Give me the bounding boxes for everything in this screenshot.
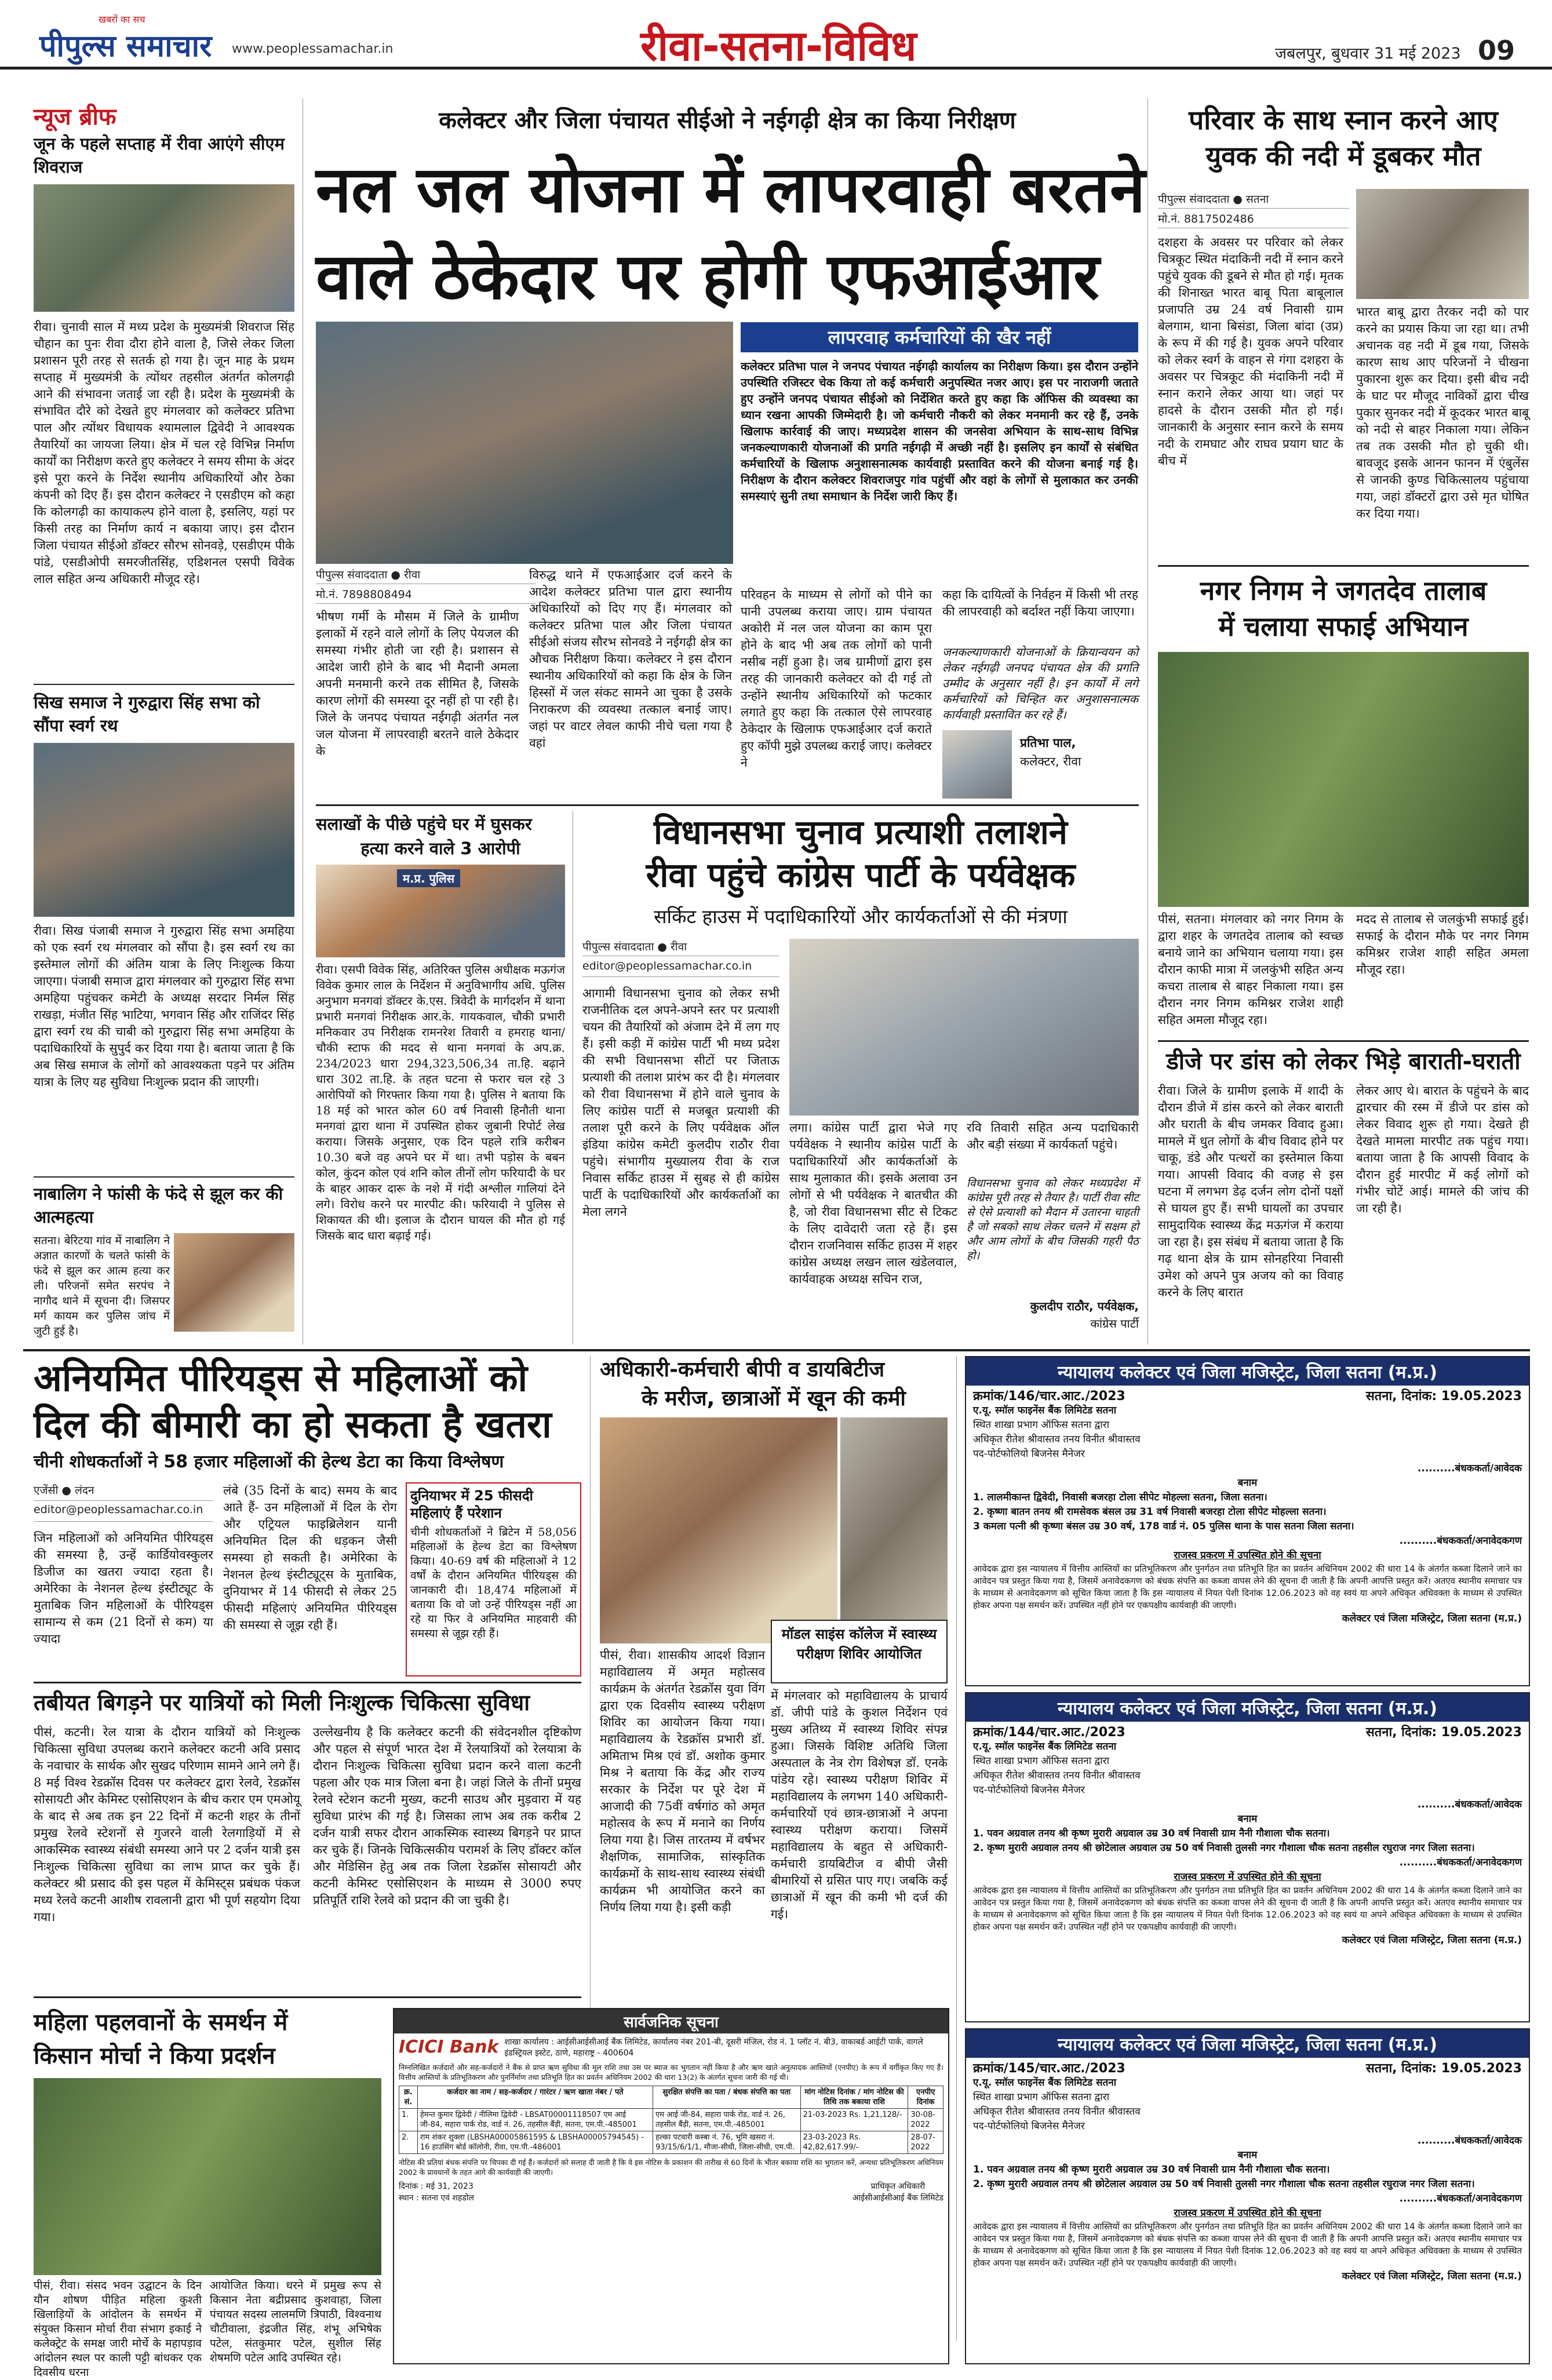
legal-notice-body: आवेदक द्वारा इस न्यायालय में वित्तीय आस्तियों का प्रतिभूतिकरण और पुनर्गठन तथा प्रतिभूति हित का प्रवर्तन अधिनियम 2002 की धारा 14 के अंतर्गत कब्जा दिलाने जाने का आवेदन पत्र प्रस्तुत किया गया है, जिसमें अनावेदकगण को बंधक संपत्ति का कब्जा वापस लेने की सूचना दी जाती है कि अपनी आपत्ति प्रस्तुत करें। अतएव स्थानीय समाचार पत्र के माध्यम से अनावेदकगण को सूचित किया जाता है कि इस न्यायालय में नियत पेशी दिनांक 12.06.2023 को वह स्वयं या अपने अधिकृत अधिवक्ता के माध्यम से उपस्थित होकर अपना पक्ष समर्थन करें। उपस्थित नहीं होने पर एकपक्षीय कार्यवाही की जाएगी।: [973, 1885, 1522, 1932]
legal-respondent: 3 कमला पत्नी श्री कृष्णा बंसल उम्र 30 वर्ष, 178 वार्ड नं. 05 पुलिस थाना के पास सतना जिला सतना।: [973, 1521, 1354, 1532]
lead-mobile: मो.नं. 7898808494: [316, 586, 536, 604]
health-photo-1: [600, 1417, 837, 1643]
legal-notice-body: आवेदक द्वारा इस न्यायालय में वित्तीय आस्तियों का प्रतिभूतिकरण और पुनर्गठन तथा प्रतिभूति हित का प्रवर्तन अधिनियम 2002 की धारा 14 के अंतर्गत कब्जा दिलाने जाने का आवेदन पत्र प्रस्तुत किया गया है, जिसमें अनावेदकगण को बंधक संपत्ति का कब्जा वापस लेने की सूचना दी जाती है कि अपनी आपत्ति प्रस्तुत करें। अतएव स्थानीय समाचार पत्र के माध्यम से अनावेदकगण को सूचित किया जाता है कि इस न्यायालय में नियत पेशी दिनांक 12.06.2023 को वह स्वयं या अपने अधिकृत अधिवक्ता के माध्यम से उपस्थित होकर अपना पक्ष समर्थन करें। उपस्थित नहीं होने पर एकपक्षीय कार्यवाही की जाएगी।: [973, 2221, 1522, 2268]
legal-notice-3: [965, 2028, 1530, 2364]
pond-text-2: मदद से तालाब से जलकुंभी सफाई हुई। सफाई के दौरान मौके पर नगर निगम कमिश्नर राजेश शाही सहित अमला मौजूद रहा।: [1356, 912, 1529, 976]
brief-3-text: सतना। बेरिटया गांव में नाबालिग ने अज्ञात कारणों के चलते फांसी के फंदे से झूल कर आत्म हत्या कर ली। परिजनों समेत सरपंच ने नागौद थाने में सूचना दी। जिसपर मर्ग कायम कर पुलिस जांच में जुटी हुई है।: [34, 1234, 170, 1337]
lead-quote: जनकल्याणकारी योजनाओं के क्रियान्वयन को लेकर नईगढ़ी जनपद पंचायत क्षेत्र की प्रगति उम्मीद के अनुसार नहीं है। इन कार्यों में लगे कर्मचारियों को चिन्हित कर अनुशासनात्मक कार्यवाही प्रस्तावित कर रहे हैं।: [942, 645, 1138, 721]
health-banner: मॉडल साइंस कॉलेज में स्वास्थ्य परीक्षण शिविर आयोजित: [771, 1620, 948, 1683]
icici-logo: ICICI Bank: [399, 2037, 499, 2057]
drown-headline-2: युवक की नदी में डूबकर मौत: [1205, 140, 1481, 172]
legal-notice-2: [965, 1692, 1530, 2022]
legal-seal: कलेक्टर एवं जिला मजिस्ट्रेट, जिला सतना (म.प्र.): [1342, 1613, 1522, 1624]
legal-party: स्थित शाखा प्रभाग ऑफिस सतना द्वारा: [973, 1419, 1110, 1431]
notice-table-cell: 28-07-2022: [908, 2131, 943, 2154]
notice-table-cell: हेमन्त कुमार द्विवेदी / नीलिमा द्विवेदी - LBSAT00001118507 एम आई जी-84, सहारा पार्क रोड, वार्ड नं. 26, तहसील बैंड़ी, सतना, एम.पी.-485001: [417, 2109, 653, 2131]
congress-byline: पीपुल्स संवाददाता ● रीवा: [582, 939, 779, 956]
periods-headline-1: अनियमित पीरियड्स से महिलाओं को: [34, 1357, 528, 1400]
notice-intro: निम्नलिखित कर्जदारों और सह-कर्जदारों ने बैंक से प्राप्त ऋण सुविधा की मूल राशि तथा उस पर ब्याज का भुगतान नहीं किया है और ऋण खाते अनुत्पादक आस्तियों (एनपीए) के रूप में वर्गीकृत किए गए हैं। वित्तीय आस्तियों के प्रतिभूतिकरण और पुनर्निर्माण तथा प्रतिभूति हित का प्रवर्तन अधिनियम 2002 की धारा 13(2) के अंतर्गत सूचना जारी की गई थी।: [399, 2063, 943, 2082]
notice-table-header: कर्जदार का नाम / सह-कर्जदार / गारंटर / ऋण खाता नंबर / पते: [417, 2086, 653, 2109]
legal-party: स्थित शाखा प्रभाग ऑफिस सतना द्वारा: [973, 2091, 1110, 2103]
legal-party: पद-पोर्टफोलियो बिजनेस मैनेजर: [973, 1448, 1085, 1460]
notice-table-cell: 23-03-2023 Rs. 42,82,617.99/-: [800, 2131, 908, 2154]
legal-versus: बनाम: [1237, 2149, 1258, 2161]
lead-col-4: कहा कि दायित्वों के निर्वहन में किसी भी तरह की लापरवाही को बर्दाश्त नहीं किया जाएगा।: [942, 588, 1138, 618]
legal-party: ए.यू. स्मॉल फाइनेंस बैंक लिमिटेड सतना: [973, 1741, 1117, 1752]
brief-1-photo: [34, 184, 294, 312]
notice-table-cell: हल्का पटवारी कस्बा नं. 76, भूमि खसरा नं. 93/15/6/1/1, मौजा-सीधी, जिला-सीधी, एम.पी.: [653, 2131, 800, 2154]
congress-quote: विधानसभा चुनाव को लेकर मध्यप्रदेश में कांग्रेस पूरी तरह से तैयार है। पार्टी रीवा सीट से ऐसे प्रत्याशी को मैदान में उतारना चाहती है जो सबको साथ लेकर चलने में सक्षम हो और आम लोगों के बीच जिसकी गहरी पैठ हो।: [967, 1177, 1139, 1262]
congress-subhead: सर्किट हाउस में पदाधिकारियों और कार्यकर्ताओं से की मंत्रणा: [654, 905, 1068, 928]
wrestlers-col-2: आयोजित किया। धरने में प्रमुख रूप से किसान नेता बद्रीप्रसाद कुशवाहा, जिला पंचायत सदस्य लालमणि त्रिपाठी, विश्वनाथ चौटीवाला, इंद्रजीत सिंह, शंभू अभिषेक पटेल, संतकुमार पटेल, सुशील सिंह शेषमणि पटेल आदि उपस्थित रहे।: [210, 2279, 381, 2364]
legal-respondent: 2. कृष्ण मुरारी अग्रवाल तनय श्री छोटेलाल अग्रवाल उम्र 50 वर्ष निवासी तुलसी नगर गौशाला चौक सतना तहसील रघुराज नगर जिला सतना।: [973, 1842, 1475, 1854]
notice-table-cell: 1.: [399, 2109, 418, 2131]
train-col-2: उल्लेखनीय है कि कलेक्टर कटनी की संवेदनशील दृष्टिकोण और पहल से संपूर्ण भारत देश में रेलयात्रियों को रेलयात्रा के दौरान निःशुल्क चिकित्सा सुविधा प्रदान करने वाला कटनी पहला और एक मात्र जिला बना है। जहां जिले के तीनों प्रमुख रेलवे स्टेशन कटनी मुख्य, कटनी साउथ और मुड़वारा में यह सुविधा प्रारंभ की गई है। जिसका लाभ अब तक करीब 2 दर्जन यात्री सफर दौरान आकस्मिक स्वास्थ्य बिगड़ने पर प्राप्त कर चुके हैं। जिनके चिकित्सकीय परामर्श के लिए डॉक्टर कॉल और मेडिसिन हेतु अब तक जिला रेडक्रॉस सोसायटी और कटनी केमिस्ट एसोसिएशन के माध्यम से 3000 रुपए प्रतिपूर्ति राशि रेलवे को प्रदान की जा चुकी है।: [313, 1725, 581, 1907]
wrestlers-headline-2: किसान मोर्चा ने किया प्रदर्शन: [34, 2043, 275, 2069]
drown-byline: पीपुल्स संवाददाता ● सतना: [1158, 191, 1349, 209]
section-title: रीवा-सतना-विविध: [640, 21, 917, 70]
notice-footer: नोटिस की प्रतियां बंधक संपत्ति पर चिपका दी गई हैं। कर्जदारों को सलाह दी जाती है कि वे इस नोटिस के प्रकाशन की तारीख से 60 दिनों के भीतर बकाया राशि का भुगतान करें, अन्यथा प्रतिभूतिकरण अधिनियम 2002 के प्रावधानों के तहत आगे की कार्यवाही की जाएगी।: [399, 2158, 943, 2177]
legal-party: अधिकृत रीतेश श्रीवास्तव तनय विनीत श्रीवास्तव: [973, 2106, 1141, 2117]
lead-byline: पीपुल्स संवाददाता ● रीवा: [316, 567, 536, 584]
drown-col-2: भारत बाबू द्वारा तैरकर नदी को पार करने का प्रयास किया जा रहा था। तभी अचानक वह नदी में डूब गया, जिसके कारण साथ आए परिजनों ने चीखना पुकारना शुरू कर दिया। इसी बीच नदी के घाट पर मौजूद नाविकों द्वारा चीख पुकार सुनकर नदी में कूदकर भारत बाबू को नदी से बाहर निकाला गया। लेकिन तब तक उसकी मौत हो चुकी थी। बावजूद इसके आनन फानन में एंबुलेंस से जानकी कुण्ड चिकित्सालय पहुंचाया गया, जहां डॉक्टरों द्वारा उसे मृत घोषित कर दिया गया।: [1356, 305, 1529, 520]
lead-headline-1: नल जल योजना में लापरवाही बरतने: [316, 152, 1146, 227]
periods-col-2: लंबे (35 दिनों के बाद) समय के बाद आते हैं- उन महिलाओं में दिल के रोग और एट्रियल फाइब्रिलेशन यानी अनियमित दिल की धड़कन जैसी समस्या हो सकती है। अमेरिका के नेशनल हेल्थ इंस्टीट्यूट्स के मुताबिक, दुनियाभर में 14 फीसदी से लेकर 25 फीसदी महिलाएं अनियमित पीरियड्स की समस्या से जूझ रही हैं।: [223, 1484, 397, 1632]
legal-notice-head: राजस्व प्रकरण में उपस्थित होने की सूचना: [1174, 1550, 1321, 1561]
notice-table-header: मांग नोटिस दिनांक / मांग नोटिस की तिथि तक बकाया राशि: [800, 2086, 908, 2109]
lead-headline-2: वाले ठेकेदार पर होगी एफआईआर: [316, 239, 1099, 314]
masthead: [0, 0, 1552, 70]
legal-party: अधिकृत रीतेश श्रीवास्तव तनय विनीत श्रीवास्तव: [973, 1434, 1141, 1445]
notice-table-cell: एम आई जी-84, सहारा पार्क रोड, वार्ड नं. 26, तहसील बैंड़ी, सतना, एम.पी.-485001: [653, 2109, 800, 2131]
lead-col-3: परिवहन के माध्यम से लोगों को पीने का पानी उपलब्ध कराया जाए। ग्राम पंचायत अकोरी में नल जल योजना का काम पूरा होने के बाद भी अब तक लोगों को पानी नसीब नहीं हुआ है। जब ग्रामीणों द्वारा इस तरह की जानकारी कलेक्टर को दी गई तो उन्होंने स्थानीय अधिकारियों को फटकार लगाते हुए कहा कि तत्काल ऐसे लापरवाह ठेकेदार के खिलाफ एफआईआर दर्ज कराते हुए कॉपी मुझे उपलब्ध कराई जाए। कलेक्टर ने: [741, 588, 932, 770]
legal-respondent-label: ..........बंधककर्ता/अनावेदकगण: [1399, 1535, 1522, 1547]
legal-party: अधिकृत रीतेश श्रीवास्तव तनय विनीत श्रीवास्तव: [973, 1770, 1141, 1781]
murder-headline-1: सलाखों के पीछे पहुंचे घर में घुसकर: [316, 814, 532, 834]
legal-notice-head: राजस्व प्रकरण में उपस्थित होने की सूचना: [1174, 2207, 1321, 2219]
drown-mobile: मो.नं. 8817502486: [1158, 211, 1349, 228]
legal-party: ए.यू. स्मॉल फाइनेंस बैंक लिमिटेड सतना: [973, 2077, 1117, 2089]
legal-seal: कलेक्टर एवं जिला मजिस्ट्रेट, जिला सतना (म.प्र.): [1342, 2270, 1522, 2282]
legal-notice-head: राजस्व प्रकरण में उपस्थित होने की सूचना: [1174, 1871, 1321, 1883]
public-notice: [393, 2008, 949, 2364]
lead-kicker: कलेक्टर और जिला पंचायत सीईओ ने नईगढ़ी क्षेत्र का किया निरीक्षण: [439, 107, 1016, 134]
legal-case-number: क्रमांक/146/चार.आट./2023: [973, 1389, 1125, 1404]
notice-table-row: [399, 2109, 943, 2131]
dj-text: रीवा। जिले के ग्रामीण इलाके में शादी के दौरान डीजे में डांस करने को लेकर बाराती और घराती के बीच जमकर विवाद हुआ। मामले में धुत लोगों के बीच विवाद होने पर चाकू, डंडे और पत्थरों का इस्तेमाल किया गया। आपसी विवाद की वजह से इस घटना में लगभग डेढ़ दर्जन लोग दोनों पक्षों से घायल हुए हैं। सभी घायलों का उपचार सामुदायिक स्वास्थ्य केंद्र मऊगंज में कराया जा रहा है। इस संबंध में बताया जाता है कि गढ़ थाना क्षेत्र के ग्राम सोनहरिया निवासी उमेश को अपने पुत्र अजय को का विवाह करने के लिए बारात: [1158, 1084, 1343, 1299]
legal-respondent-label: ..........बंधककर्ता/अनावेदकगण: [1399, 1857, 1522, 1868]
periods-box-text: चीनी शोधकर्ताओं ने ब्रिटेन में 58,056 महिलाओं के हेल्थ डेटा का विश्लेषण किया। 40-69 वर्ष की महिलाओं ने 12 वर्षों के दौरान अनियमित पीरियड्स की जानकारी दी। 18,474 महिलाओं में बताया कि वो जो उन्हें पीरियड्स नहीं आ रहे या फिर वे अनियमित माहवारी की समस्या से जूझ रही हैं।: [410, 1526, 577, 1640]
notice-table-cell: राम शंकर शुक्ला (LBSHA00005861595 & LBSHA00005794545) - 16 हाउसिंग बोर्ड कॉलोनी, रीवा, एम.पी.-486001: [417, 2131, 653, 2154]
legal-versus: बनाम: [1237, 1813, 1258, 1825]
health-headline-2: के मरीज, छात्राओं में खून की कमी: [642, 1387, 906, 1410]
murder-text: रीवा। एसपी विवेक सिंह, अतिरिक्त पुलिस अधीक्षक मऊगंज विवेक कुमार लाल के निर्देशन में अनुविभागीय अधि. पुलिस अनुभाग मनगवां डॉक्टर के.एस. त्रिवेदी के मार्गदर्शन में थाना प्रभारी मनगवां निरीक्षक आर.के. गायकवाल, चौकी प्रभारी मनिकवार उप निरीक्षक रामनरेश तिवारी व हमराह थाना/चौकी स्टाफ की मदद से थाना मनगवां के अप.क्र. 234/2023 धारा 294,323,506,34 ता.हि. बढ़ाने धारा 302 ता.हि. के तहत घटना से फरार चल रहे 3 आरोपियों को गिरफ्तार किया गया है। पुलिस ने बताया कि 18 मई को भारत कोल 60 वर्ष निवासी हिनौती थाना मनगवां द्वारा थाना में उपस्थित होकर जुबानी रिपोर्ट लेख कराया। जिसके अनुसार, एक दिन पहले रात्रि करीबन 10.30 बजे वह अपने घर में था। तभी पड़ोस के बबन कोल, कुंदन कोल एवं शनि कोल तीनों लोग फरियादी के घर के बाहर आकर दारू के नशे में गंदी अश्लील गालियां देने लगे। विरोध करने पर मारपीट की। फरियादी ने पुलिस से शिकायत की थी। इलाज के दौरान घायल की मौत हो गई जिसके बाद धारा बढ़ाई गई।: [316, 963, 565, 1242]
periods-col-1: जिन महिलाओं को अनियमित पीरियड्स की समस्या है, उन्हें कार्डियोवस्कुलर डिजीज का खतरा ज्यादा रहता है। अमेरिका के नेशनल हेल्थ इंस्टीट्यूट के मुताबिक जिन महिलाओं के पीरियड्स सामान्य से कम (21 दिनों से कम) या ज्यादा: [34, 1531, 213, 1646]
lead-quote-by: प्रतिभा पाल,: [1020, 736, 1076, 750]
news-brief-label: न्यूज ब्रीफ: [34, 104, 116, 130]
legal-notice-title: न्यायालय कलेक्टर एवं जिला मजिस्ट्रेट, जिला सतना (म.प्र.): [966, 1693, 1529, 1722]
lead-photo: [316, 322, 733, 564]
masthead-logo: पीपुल्स समाचार: [39, 28, 212, 64]
legal-notice-1: [965, 1356, 1530, 1686]
periods-box-title: दुनियाभर में 25 फीसदी महिलाएं हैं परेशान: [410, 1488, 533, 1521]
legal-respondent: 1. पवन अग्रवाल तनय श्री कृष्ण मुरारी अग्रवाल उम्र 30 वर्ष निवासी ग्राम नैनी गौशाला चौक सतना।: [973, 1828, 1330, 1839]
notice-table-header: एनपीए दिनांक: [908, 2086, 943, 2109]
legal-party: पद-पोर्टफोलियो बिजनेस मैनेजर: [973, 1784, 1085, 1796]
legal-respondent: 2. कृष्णा बातन तनय श्री रामसेवक बंसल उम्र 31 वर्ष निवासी बजरहा टोला सीपेट मोहल्ला सतना।: [973, 1506, 1327, 1518]
notice-title: सार्वजनिक सूचना: [394, 2009, 948, 2033]
brief-1-text: रीवा। चुनावी साल में मध्य प्रदेश के मुख्यमंत्री शिवराज सिंह चौहान का पुनः रीवा दौरा होने वाला है, जिसे लेकर जिला प्रशासन पूरी तरह से सतर्क हो गया है। जून माह के प्रथम सप्ताह में मुख्यमंत्री के त्योंथर तहसील अंतर्गत कोलगढ़ी आने की संभावना जताई जा रही है। प्रदेश के मुख्यमंत्री के संभावित दौरे को देखते हुए मंगलवार को कलेक्टर प्रतिभा पाल और त्योंथर विधायक श्यामलाल द्विवेदी ने आवश्यक तैयारियों का जायजा लिया। क्षेत्र में चल रहे विभिन्न निर्माण कार्यों का निरीक्षण करते हुए कलेक्टर ने समय सीमा के अंदर इसे पूरा करने के निर्देश स्थानीय अधिकारियों और ठेका कंपनी को दिए हैं। इस दौरान कलेक्टर ने एसडीएम को कहा कि कोलगढ़ी का कायाकल्प होने वाला है, इसलिए, यहां पर किसी तरह का निर्माण कार्य न बकाया जाए। इस दौरान जिला पंचायत सीईओ डॉक्टर सौरभ सोनवड़े, एसडीएम पीके पांडे, एसडीओपी समरजीतसिंह, एडिशनल एसपी विवेक लाल सहित अन्य अधिकारी मौजूद रहे।: [34, 320, 294, 586]
wrestlers-photo: [34, 2078, 381, 2275]
legal-notice-title: न्यायालय कलेक्टर एवं जिला मजिस्ट्रेट, जिला सतना (म.प्र.): [966, 1357, 1529, 1386]
pond-headline-1: नगर निगम ने जगतदेव तालाब: [1200, 575, 1487, 606]
brief-2-title: सिख समाज ने गुरुद्वारा सिंह सभा को सौंपा स्वर्ग रथ: [34, 693, 260, 735]
legal-case-date: सतना, दिनांक: 19.05.2023: [1365, 1389, 1522, 1404]
drown-photo: [1356, 189, 1529, 299]
congress-col-2: लगा। कांग्रेस पार्टी द्वारा भेजे गए पर्यवेक्षक ने स्थानीय कांग्रेस पार्टी के पदाधिकारियों और कार्यकर्ताओं के साथ मुलाकात की। इसके अलावा उन लोगों से भी पर्यवेक्षक ने बातचीत की है, जो रीवा विधानसभा सीट से टिकट के लिए दावेदारी जता रहे हैं। इस दौरान राजनिवास सर्किट हाउस में शहर कांग्रेस अध्यक्ष लखन लाल खंडेलवाल, कार्यवाहक अध्यक्ष सचिन राज,: [789, 1121, 957, 1286]
brief-1-title: जून के पहले सप्ताह में रीवा आएंगे सीएम शिवराज: [34, 134, 285, 177]
notice-sign-2: आईसीआईसीआई बैंक लिमिटेड: [852, 2193, 943, 2203]
legal-applicant: ..........बंधककर्ता/आवेदक: [1417, 2135, 1522, 2146]
legal-versus: बनाम: [1237, 1477, 1258, 1489]
brief-3-photo: [174, 1233, 294, 1332]
legal-case-number: क्रमांक/145/चार.आट./2023: [973, 2061, 1125, 2076]
legal-seal: कलेक्टर एवं जिला मजिस्ट्रेट, जिला सतना (म.प्र.): [1342, 1934, 1522, 1946]
legal-respondent: 1. पवन अग्रवाल तनय श्री कृष्ण मुरारी अग्रवाल उम्र 30 वर्ष निवासी ग्राम नैनी गौशाला चौक सतना।: [973, 2164, 1330, 2175]
collector-portrait: [942, 730, 1012, 799]
legal-case-date: सतना, दिनांक: 19.05.2023: [1365, 1725, 1522, 1740]
drown-headline-1: परिवार के साथ स्नान करने आए: [1189, 104, 1498, 136]
legal-case-date: सतना, दिनांक: 19.05.2023: [1365, 2061, 1522, 2076]
legal-respondent-label: ..........बंधककर्ता/अनावेदकगण: [1399, 2193, 1522, 2204]
dateline: जबलपुर, बुधवार 31 मई 2023: [1275, 45, 1461, 63]
periods-byline: एजेंसी ● लंदन: [34, 1482, 213, 1501]
legal-respondent: 2. कृष्ण मुरारी अग्रवाल तनय श्री छोटेलाल अग्रवाल उम्र 50 वर्ष निवासी तुलसी नगर गौशाला चौक सतना तहसील रघुराज नगर जिला सतना।: [973, 2178, 1475, 2190]
legal-party: ए.यू. स्मॉल फाइनेंस बैंक लिमिटेड सतना: [973, 1405, 1117, 1416]
train-headline: तबीयत बिगड़ने पर यात्रियों को मिली निःशुल्क चिकित्सा सुविधा: [34, 1690, 530, 1715]
legal-notice-body: आवेदक द्वारा इस न्यायालय में वित्तीय आस्तियों का प्रतिभूतिकरण और पुनर्गठन तथा प्रतिभूति हित का प्रवर्तन अधिनियम 2002 की धारा 14 के अंतर्गत कब्जा दिलाने जाने का आवेदन पत्र प्रस्तुत किया गया है, जिसमें अनावेदकगण को बंधक संपत्ति का कब्जा वापस लेने की सूचना दी जाती है कि अपनी आपत्ति प्रस्तुत करें। अतएव स्थानीय समाचार पत्र के माध्यम से अनावेदकगण को सूचित किया जाता है कि इस न्यायालय में नियत पेशी दिनांक 12.06.2023 को वह स्वयं या अपने अधिकृत अधिवक्ता के माध्यम से उपस्थित होकर अपना पक्ष समर्थन करें। उपस्थित नहीं होने पर एकपक्षीय कार्यवाही की जाएगी।: [973, 1563, 1522, 1610]
congress-email[interactable]: editor@peoplessamachar.co.in: [582, 960, 779, 977]
pond-text: पीसं, सतना। मंगलवार को नगर निगम के द्वारा शहर के जगतदेव तालाब को स्वच्छ बनाये जाने का अभियान चलाया गया। इस दौरान काफी मात्रा में जलकुंभी सहित अन्य कचरा तालाब से बाहर निकाला गया। इस दौरान नगर निगम कमिश्नर राजेश शाही सहित अमला मौजूद रहा।: [1158, 912, 1343, 1027]
page-number: 09: [1478, 35, 1515, 66]
congress-headline-2: रीवा पहुंचे कांग्रेस पार्टी के पर्यवेक्षक: [646, 855, 1076, 895]
legal-party: पद-पोर्टफोलियो बिजनेस मैनेजर: [973, 2120, 1085, 2132]
notice-sign: प्राधिकृत अधिकारी: [870, 2182, 926, 2191]
notice-place: स्थान : सतना एवं शहडोल: [399, 2193, 474, 2203]
brief-2-photo: [34, 743, 294, 917]
train-col-1: पीसं, कटनी। रेल यात्रा के दौरान यात्रियों को निःशुल्क चिकित्सा सुविधा उपलब्ध कराने कलेक्टर कटनी अवि प्रसाद के नवाचार के सार्थक और सुखद परिणाम सामने आने लगे हैं। 8 मई विश्व रेडक्रॉस दिवस पर कलेक्टर द्वारा रेलवे, रेडक्रॉस सोसायटी और केमिस्ट एसोसिएशन के बीच करार एम एमओयू के बाद से अब तक इन 22 दिनों में कटनी शहर के तीनों प्रमुख रेलवे स्टेशनों से गुजरने वाली रेलगाड़ियों में से आकस्मिक स्वास्थ्य संबंधी समस्या आने पर 2 दर्जन यात्री इस निःशुल्क चिकित्सा सुविधा का लाभ प्राप्त कर चुके हैं। कलेक्टर श्री प्रसाद की इस पहल में केमिस्ट्स प्रबंधक पंकज मध्य रेलवे कटनी आशीष रावलानी द्वारा भी पूर्ण सहयोग दिया गया।: [34, 1725, 300, 1924]
legal-respondent: 1. लालमीकान्त द्विवेदी, निवासी बजरहा टोला सीपेट मोहल्ला सतना, जिला सतना।: [973, 1492, 1267, 1503]
periods-email[interactable]: editor@peoplessamachar.co.in: [34, 1503, 213, 1522]
brief-2-text: रीवा। सिख पंजाबी समाज ने गुरुद्वारा सिंह सभा अमहिया को एक स्वर्ग रथ मंगलवार को सौंपा है। इस स्वर्ग रथ का इस्तेमाल लोगों की अंतिम यात्रा के लिए निःशुल्क किया जाएगा। पंजाबी समाज द्वारा मंगलवार को गुरुद्वारा सिंह सभा अमहिया पहुंचकर कमेटी के अध्यक्ष सरदार निर्मल सिंह राखड़ा, मंजीत सिंह भाटिया, भगवान सिंह और राजिंदर सिंह द्वारा स्वर्ग रथ की चाबी को गुरुद्वारा सिंह सभा अमहिया के पदाधिकारियों के सुपुर्द कर दिया गया है। बताया जाता है कि अब सिख समाज के लोगों को आवश्यकता पड़ने पर अंतिम यात्रा के लिए यह सुविधा निःशुल्क प्रदान की जाएगी।: [34, 924, 294, 1089]
legal-case-number: क्रमांक/144/चार.आट./2023: [973, 1725, 1125, 1740]
congress-quote-by: कुलदीप राठौर, पर्यवेक्षक,: [1030, 1299, 1139, 1313]
dj-headline: डीजे पर डांस को लेकर भिड़े बाराती-घराती: [1166, 1048, 1521, 1075]
notice-table-row: [399, 2131, 943, 2154]
dj-text-2: लेकर आए थे। बारात के पहुंचने के बाद द्वारचार की रस्म में डीजे पर डांस को लेकर विवाद शुरू हो गया। देखते ही देखते मामला मारपीट तक पहुंच गया। बताया जाता है कि आपसी विवाद के दौरान हुई मारपीट में कई लोगों को गंभीर चोटें आई। मामले की जांच की जा रही है।: [1356, 1084, 1529, 1215]
legal-applicant: ..........बंधककर्ता/आवेदक: [1417, 1463, 1522, 1474]
notice-table-cell: 30-08-2022: [908, 2109, 943, 2131]
notice-table: [399, 2086, 943, 2154]
periods-box: [406, 1482, 581, 1676]
health-col-1: पीसं, रीवा। शासकीय आदर्श विज्ञान महाविद्यालय में अमृत महोत्सव कार्यक्रम के अंतर्गत रेडक्रॉस युवा विंग द्वारा एक दिवसीय स्वास्थ्य परीक्षण शिविर का आयोजन किया गया। महाविद्यालय के रेडक्रॉस प्रभारी डॉ. अमिताभ मिश्र एवं डॉ. अशोक कुमार मिश्र ने बताया कि केंद्र और राज्य सरकार के निर्देश पर पूरे देश में आजादी की 75वीं वर्षगांठ को अमृत महोत्सव के रूप में मनाने का निर्णय लिया गया है। जिस तारतम्य में वर्षभर शैक्षणिक, सामाजिक, सांस्कृतिक कार्यक्रमों के साथ-साथ स्वास्थ्य संबंधी कार्यक्रम भी आयोजित करने का निर्णय लिया गया है। इसी कड़ी: [600, 1648, 765, 1914]
legal-applicant: ..........बंधककर्ता/आवेदक: [1417, 1799, 1522, 1810]
notice-date: दिनांक : मई 31, 2023: [399, 2182, 473, 2191]
wrestlers-headline-1: महिला पहलवानों के समर्थन में: [34, 2009, 288, 2036]
murder-headline-2: हत्या करने वाले 3 आरोपी: [360, 839, 520, 858]
periods-headline-2: दिल की बीमारी का हो सकता है खतरा: [34, 1404, 552, 1446]
pond-headline-2: में चलाया सफाई अभियान: [1218, 611, 1469, 642]
health-headline-1: अधिकारी-कर्मचारी बीपी व डायबिटीज: [600, 1358, 885, 1382]
murder-photo: [316, 865, 565, 957]
congress-col-1: आगामी विधानसभा चुनाव को लेकर सभी राजनीतिक दल अपने-अपने स्तर पर प्रत्याशी चयन की तैयारियों को अंजाम देने में लग गए हैं। इसी कड़ी में कांग्रेस पार्टी भी मध्य प्रदेश की सभी विधानसभा सीटों पर जिताऊ प्रत्याशी की तलाश प्रारंभ कर दी है। मंगलवार को रीवा विधानसभा में होने वाले चुनाव के लिए कांग्रेस पार्टी से मजबूत प्रत्याशी की तलाश पूरी करने के लिए पर्यवेक्षक ऑल इंडिया कांग्रेस कमेटी कुलदीप राठौर रीवा पहुंचे। संभागीय मुख्यालय रीवा के राज निवास सर्किट हाउस में सुबह से ही कांग्रेस पार्टी के पदाधिकारियों और कार्यकर्ताओं का मेला लगने: [582, 986, 779, 1219]
congress-quote-role: कांग्रेस पार्टी: [1090, 1317, 1139, 1331]
notice-table-cell: 21-03-2023 Rs. 1,21,128/-: [800, 2109, 908, 2131]
wrestlers-col-1: पीसं, रीवा। संसद भवन उद्घाटन के दिन यौन शोषण पीड़ित महिला कुश्ती खिलाड़ियों के आंदोलन के समर्थन में संयुक्त किसान मोर्चा रीवा संभाग इकाई ने कलेक्ट्रेट के समक्ष जारी मोर्चे के महापड़ाव आंदोलन स्थल पर काली पट्टी बांधकर एक दिवसीय धरना: [34, 2279, 202, 2379]
police-seal: म.प्र. पुलिस: [397, 869, 460, 887]
lead-intro: कलेक्टर प्रतिभा पाल ने जनपद पंचायत नईगढ़ी कार्यालय का निरीक्षण किया। इस दौरान उन्होंने उपस्थिति रजिस्टर चेक किया तो कई कर्मचारी अनुपस्थित नजर आए। इस पर नाराजगी जताते हुए उन्होंने जनपद पंचायत सीईओ को निर्देशित करते हुए कहा कि ऑफिस की व्यवस्था का ध्यान रखना आपकी जिम्मेदारी है। जो कर्मचारी नौकरी को लेकर मनमानी कर रहे हैं, उनके खिलाफ कार्रवाई की जाए। मध्यप्रदेश शासन की जनसेवा अभियान के साथ-साथ विभिन्न जनकल्याणकारी योजनाओं की प्रगति नईगढ़ी में अच्छी नहीं है। इसलिए इन कार्यों से संबंधित कर्मचारियों के खिलाफ अनुशासनात्मक कार्यवाही प्रस्तावित करने की योजना बनाई गई है। निरीक्षण के दौरान कलेक्टर शिवराजपुर गांव पहुंचीं और वहां के लोगों से मुलाकात कर उनकी समस्याएं सुनी तथा समाधान के निर्देश जारी किए हैं।: [741, 359, 1138, 503]
health-photo-2: [840, 1417, 948, 1643]
brief-3-title: नाबालिग ने फांसी के फंदे से झूल कर की आत्महत्या: [34, 1184, 283, 1227]
congress-col-3: रवि तिवारी सहित अन्य पदाधिकारी और बड़ी संख्या में कार्यकर्ता पहुंचे।: [967, 1121, 1139, 1151]
congress-headline-1: विधानसभा चुनाव प्रत्याशी तलाशने: [653, 812, 1068, 852]
lead-subhead: लापरवाह कर्मचारियों की खैर नहीं: [741, 322, 1138, 352]
masthead-url[interactable]: www.peoplessamachar.in: [232, 42, 394, 56]
lead-col-2: विरुद्ध थाने में एफआईआर दर्ज करने के आदेश कलेक्टर प्रतिभा पाल द्वारा स्थानीय अधिकारियों को दिए गए हैं। मंगलवार को कलेक्टर प्रतिभा पाल और जिला पंचायत सीईओ संजय सौरभ सोनवडे ने नईगढ़ी क्षेत्र का औचक निरीक्षण किया। कलेक्टर ने इस दौरान स्थानीय अधिकारियों को कहा कि क्षेत्र के जिन हिस्सों में जल संकट सामने आ चुका है उसके निराकरण की व्यवस्था तत्काल बनाई जाए। जहां पर वाटर लेवल काफी नीचे चला गया है वहां: [529, 568, 732, 750]
legal-notice-title: न्यायालय कलेक्टर एवं जिला मजिस्ट्रेट, जिला सतना (म.प्र.): [966, 2029, 1529, 2058]
lead-col-1: भीषण गर्मी के मौसम में जिले के ग्रामीण इलाकों में रहने वाले लोगों के लिए पेयजल की समस्या गंभीर होती जा रही है। प्रशासन से आदेश जारी होने के बाद भी मैदानी अमला अपनी मनमानी करने तक सीमित है, जिसके कारण लोगों की समस्या दूर नहीं हो पा रही है। जिले के जनपद पंचायत नईगढ़ी अंतर्गत नल जल योजना में लापरवाही बरतने वाले ठेकेदार के: [316, 610, 519, 758]
congress-photo: [789, 939, 1139, 1116]
notice-table-cell: 2.: [399, 2131, 418, 2154]
notice-bank-address: शाखा कार्यालय : आईसीआईसीआई बैंक लिमिटेड, कार्यालय नंबर 201-बी, दूसरी मंजिल, रोड नं. 1 प्लॉट नं. बी3, वाकाबर्ड आईटी पार्क, वागले इंडस्ट्रियल इस्टेट, ठाणे, महाराष्ट्र - 400604: [504, 2038, 923, 2058]
drown-col-1: दशहरा के अवसर पर परिवार को लेकर चित्रकूट स्थित मंदाकिनी नदी में स्नान करने पहुंचे युवक की डूबने से मौत हो गई। मृतक की शिनाख्त भारत बाबू पिता बाबूलाल प्रजापति उम्र 24 वर्ष निवासी ग्राम बेलगाम, थाना बिसंडा, जिला बांदा (उप्र) के रूप में की गई है। युवक अपने परिवार को लेकर स्वर्ग के वाहन से गंगा दशहरा के अवसर पर चित्रकूट की मंदाकिनी नदी में स्नान कराने लेकर आया था। जहां पर हादसे के दौरान उसकी मौत हो गई। जानकारी के अनुसार स्नान करने के समय नदी के रामघाट और राघव प्रयाग घाट के बीच में: [1158, 235, 1343, 468]
lead-quote-role: कलेक्टर, रीवा: [1020, 755, 1081, 768]
masthead-logo-tag: खबरों का सच: [99, 14, 145, 25]
health-col-2: में मंगलवार को महाविद्यालय के प्राचार्य डॉ. जीपी पांडे के कुशल निर्देशन एवं मुख्य अतिथ्य में स्वास्थ्य शिविर संपन्न हुआ। जिसके विशिष्ट अतिथि जिला अस्पताल के नेत्र रोग विशेषज्ञ डॉ. एनके पांडेय रहे। स्वास्थ्य परीक्षण शिविर में महाविद्यालय के लगभग 140 अधिकारी-कर्मचारियों एवं छात्र-छात्राओं ने अपना स्वास्थ्य परीक्षण कराया। जिसमें महाविद्यालय के बहुत से अधिकारी-कर्मचारी डायबिटीज व बीपी जैसी बीमारियों से ग्रसित पाए गए। जबकि कई छात्राओं में खून की कमी भी दर्ज की गई।: [771, 1689, 948, 1921]
notice-table-header: सुरक्षित संपत्ति का पता / बंधक संपत्ति का पता: [653, 2086, 800, 2109]
periods-subhead: चीनी शोधकर्ताओं ने 58 हजार महिलाओं की हेल्थ डेटा का किया विश्लेषण: [34, 1452, 504, 1472]
legal-party: स्थित शाखा प्रभाग ऑफिस सतना द्वारा: [973, 1755, 1110, 1767]
notice-table-header: क्र. सं.: [399, 2086, 418, 2109]
pond-photo: [1158, 652, 1529, 907]
